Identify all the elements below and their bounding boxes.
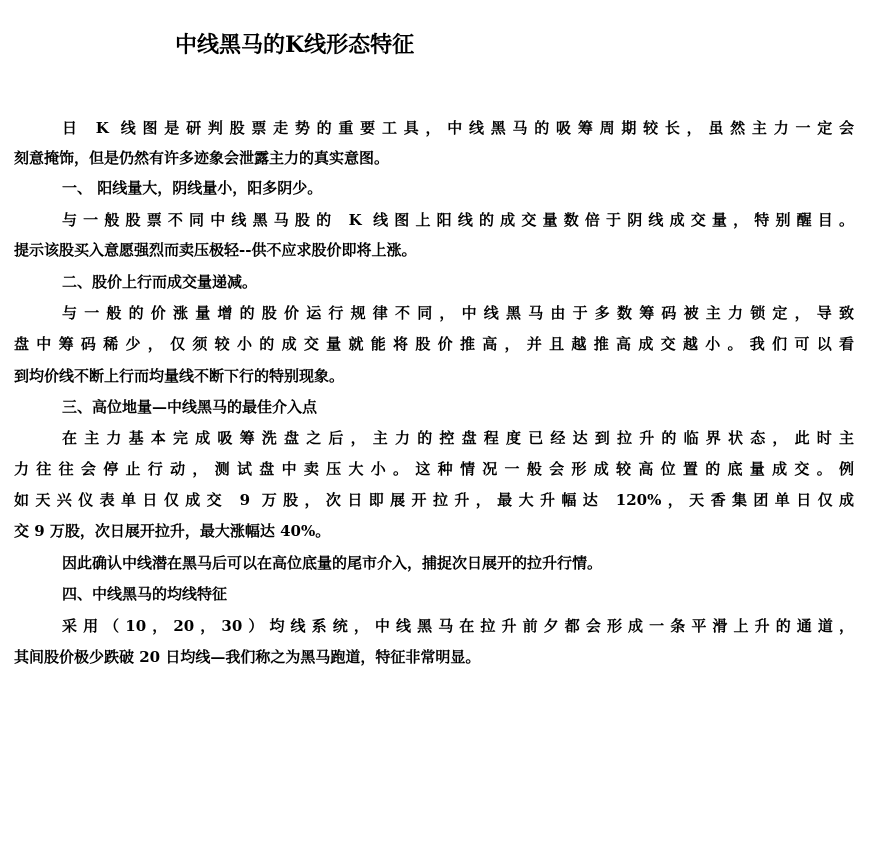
paragraph-line: 采用（10，20，30）均线系统，中线黑马在拉升前夕都会形成一条平滑上升的通道，	[62, 617, 854, 635]
paragraph-line: 如天兴仪表单日仅成交 9 万股，次日即展开拉升，最大升幅达 120%，天香集团单日仅成	[14, 491, 854, 509]
paragraph-line: 日 K 线图是研判股票走势的重要工具，中线黑马的吸筹周期较长，虽然主力一定会	[62, 119, 854, 137]
paragraph-line: 到均价线不断上行而均量线不断下行的特别现象。	[14, 367, 345, 385]
document-title: 中线黑马的K线形态特征	[175, 32, 415, 58]
paragraph-line: 在主力基本完成吸筹洗盘之后，主力的控盘程度已经达到拉升的临界状态，此时主	[62, 429, 854, 447]
paragraph-line: 盘中筹码稀少，仅须较小的成交量就能将股价推高，并且越推高成交越小。我们可以看	[14, 335, 854, 353]
section-heading: 三、高位地量—中线黑马的最佳介入点	[62, 398, 318, 416]
paragraph-line: 交 9 万股，次日展开拉升，最大涨幅达 40%。	[14, 522, 331, 540]
section-heading: 一、 阳线量大，阴线量小，阳多阴少。	[62, 179, 323, 197]
paragraph-line: 提示该股买入意愿强烈而卖压极轻--供不应求股价即将上涨。	[14, 241, 417, 259]
section-heading: 四、中线黑马的均线特征	[62, 585, 228, 603]
paragraph-line: 与一般的价涨量增的股价运行规律不同，中线黑马由于多数筹码被主力锁定，导致	[62, 304, 854, 322]
paragraph-line: 与一般股票不同中线黑马股的 K 线图上阳线的成交量数倍于阴线成交量，特别醒目。	[62, 211, 854, 229]
paragraph-line: 因此确认中线潜在黑马后可以在高位底量的尾市介入，捕捉次日展开的拉升行情。	[62, 554, 603, 572]
section-heading: 二、股价上行而成交量递减。	[62, 273, 258, 291]
paragraph-line: 力往往会停止行动，测试盘中卖压大小。这种情况一般会形成较高位置的底量成交。例	[14, 460, 854, 478]
paragraph-line: 刻意掩饰，但是仍然有许多迹象会泄露主力的真实意图。	[14, 149, 390, 167]
paragraph-line: 其间股价极少跌破 20 日均线—我们称之为黑马跑道，特征非常明显。	[14, 648, 481, 666]
